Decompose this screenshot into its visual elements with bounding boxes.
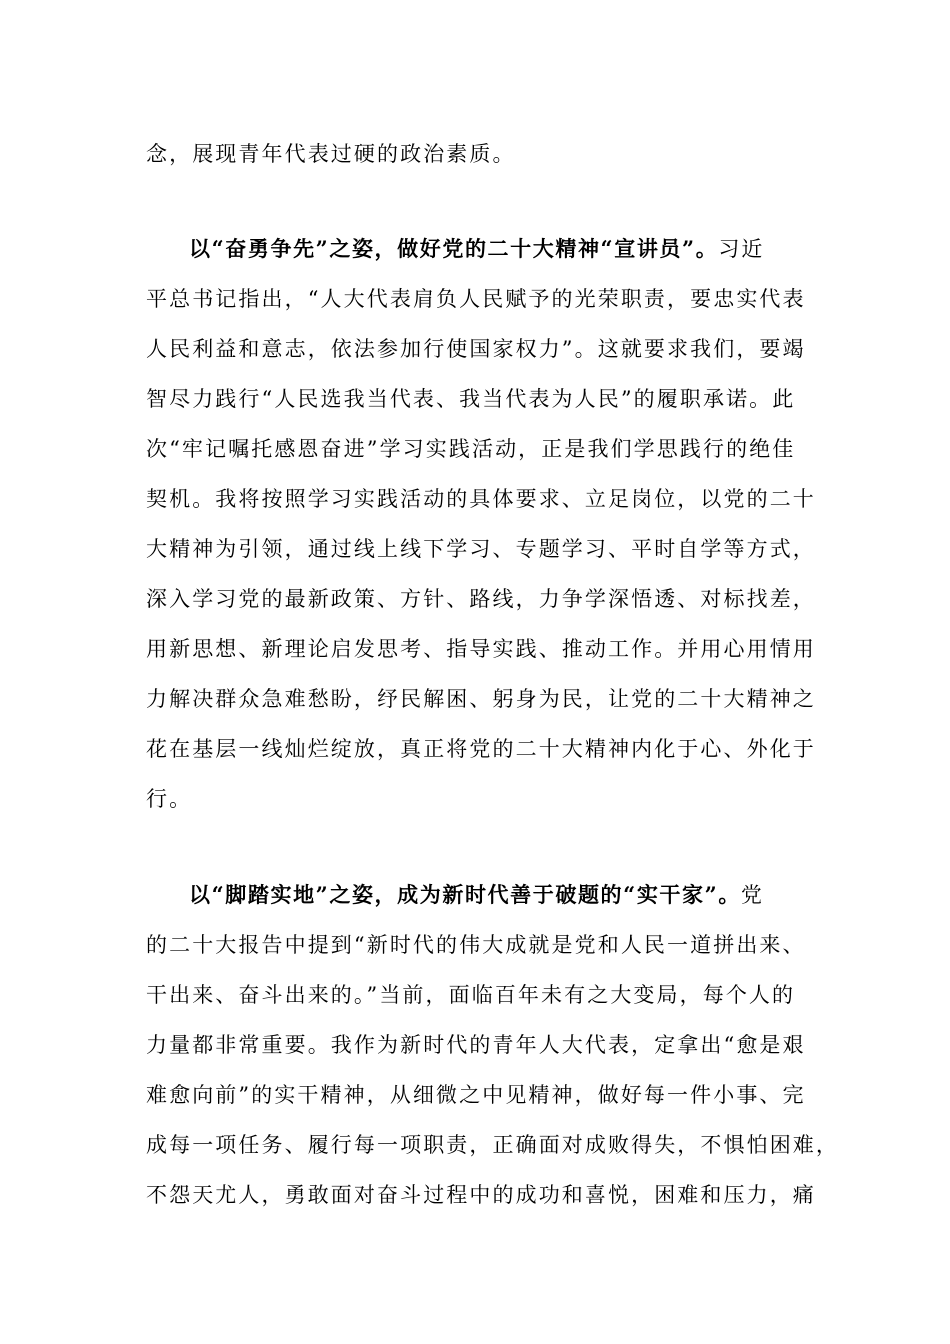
paragraph-line: 难愈向前”的实干精神，从细微之中见精神，做好每一件小事、完: [146, 1083, 806, 1107]
paragraph-line: 智尽力践行“人民选我当代表、我当代表为人民”的履职承诺。此: [146, 387, 796, 411]
section-heading-line: [189, 234, 826, 264]
paragraph-line: 用新思想、新理论启发思考、指导实践、推动工作。并用心用情用: [146, 637, 816, 661]
paragraph-line: 的二十大报告中提到“新时代的伟大成就是党和人民一道拼出来、: [146, 933, 806, 957]
paragraph-line: 力量都非常重要。我作为新时代的青年人大代表，定拿出“愈是艰: [146, 1033, 806, 1057]
section-lead-title: 以“奋勇争先”之姿，做好党的二十大精神“宣讲员”。: [189, 236, 719, 261]
paragraph-text: 习近: [718, 237, 765, 261]
paragraph-line: 念，展现青年代表过硬的政治素质。: [146, 142, 516, 166]
paragraph-line: 行。: [146, 787, 193, 811]
paragraph-line: 力解决群众急难愁盼，纾民解困、躬身为民，让党的二十大精神之: [146, 687, 816, 711]
section-heading-line: [189, 880, 826, 910]
paragraph-line: 成每一项任务、履行每一项职责，正确面对成败得失，不惧怕困难，: [146, 1133, 839, 1157]
paragraph-line: 契机。我将按照学习实践活动的具体要求、立足岗位，以党的二十: [146, 487, 816, 511]
paragraph-line: 花在基层一线灿烂绽放，真正将党的二十大精神内化于心、外化于: [146, 737, 816, 761]
section-lead-title: 以“脚踏实地”之姿，成为新时代善于破题的“实干家”。: [189, 882, 741, 907]
paragraph-line: 次“牢记嘱托感恩奋进”学习实践活动，正是我们学思践行的绝佳: [146, 437, 796, 461]
paragraph-text: 党: [740, 883, 765, 907]
paragraph-line: 干出来、奋斗出来的。”当前，面临百年未有之大变局，每个人的: [146, 983, 796, 1007]
paragraph-line: 不怨天尤人，勇敢面对奋斗过程中的成功和喜悦，困难和压力，痛: [146, 1183, 816, 1207]
paragraph-line: 深入学习党的最新政策、方针、路线，力争学深悟透、对标找差，: [146, 587, 816, 611]
paragraph-line: 人民利益和意志，依法参加行使国家权力”。这就要求我们，要竭: [146, 337, 806, 361]
paragraph-line: 大精神为引领，通过线上线下学习、专题学习、平时自学等方式，: [146, 537, 816, 561]
paragraph-line: 平总书记指出，“人大代表肩负人民赋予的光荣职责，要忠实代表: [146, 287, 806, 311]
